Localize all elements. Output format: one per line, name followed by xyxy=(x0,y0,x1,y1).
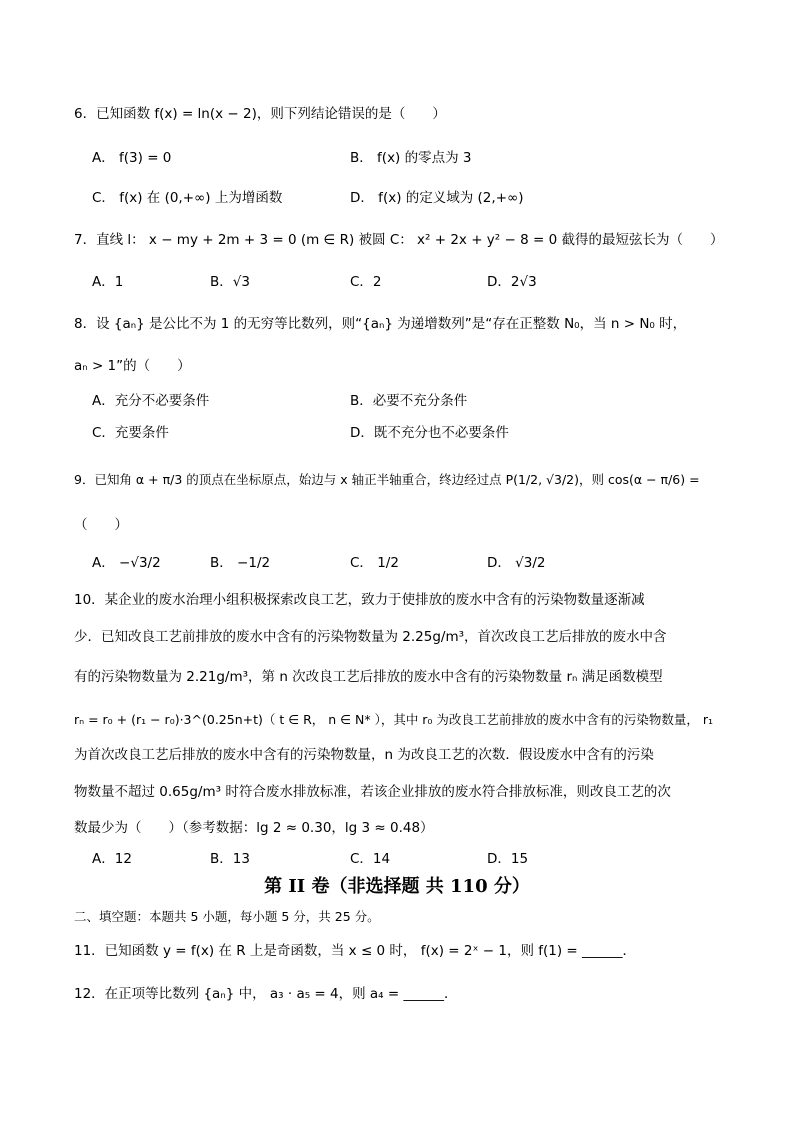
q6-option-a: A． f(3) = 0 xyxy=(92,150,172,166)
q9-option-c: C． 1/2 xyxy=(350,555,399,571)
q10-line7: 数最少为（ ）（参考数据：lg 2 ≈ 0.30，lg 3 ≈ 0.48） xyxy=(74,820,434,836)
q10-line4: rₙ = r₀ + (r₁ − r₀)·3^(0.25n+t)（ t ∈ R， n ∈ N* ），其中 r₀ 为改良工艺前排放的废水中含有的污染物数量， r₁ xyxy=(74,712,714,727)
q8-option-a: A．充分不必要条件 xyxy=(92,393,210,409)
q7-stem: 7．直线 l： x − my + 2m + 3 = 0 (m ∈ R) 被圆 C： x² + 2x + y² − 8 = 0 截得的最短弦长为（ ） xyxy=(74,232,724,248)
q6-option-b: B． f(x) 的零点为 3 xyxy=(350,150,472,166)
q10-line2: 少．已知改良工艺前排放的废水中含有的污染物数量为 2.25g/m³，首次改良工艺后排放的废水中含 xyxy=(74,629,667,645)
q9-option-b: B． −1/2 xyxy=(210,555,271,571)
q9-option-a: A． −√3/2 xyxy=(92,555,161,571)
q6-stem: 6．已知函数 f(x) = ln(x − 2)，则下列结论错误的是（ ） xyxy=(74,106,446,122)
q8-option-c: C．充要条件 xyxy=(92,425,169,441)
q10-line3: 有的污染物数量为 2.21g/m³，第 n 次改良工艺后排放的废水中含有的污染物数量 rₙ 满足函数模型 xyxy=(74,669,663,685)
q12-stem: 12．在正项等比数列 {aₙ} 中， a₃ · a₅ = 4，则 a₄ = ______． xyxy=(74,986,458,1002)
q8-stem-line2: aₙ > 1”的（ ） xyxy=(74,358,191,374)
q6-option-c: C． f(x) 在 (0,+∞) 上为增函数 xyxy=(92,190,283,206)
q9-stem-line2: （ ） xyxy=(74,517,128,533)
q10-line6: 物数量不超过 0.65g/m³ 时符合废水排放标准，若该企业排放的废水符合排放标准，则改良工艺的次 xyxy=(74,784,671,800)
q10-line1: 10．某企业的废水治理小组积极探索改良工艺，致力于使排放的废水中含有的污染物数量逐渐减 xyxy=(74,592,645,608)
q7-option-d: D．2√3 xyxy=(487,274,537,290)
q8-stem-line1: 8．设 {aₙ} 是公比不为 1 的无穷等比数列，则“{aₙ} 为递增数列”是“存在正整数 N₀，当 n > N₀ 时， xyxy=(74,316,687,332)
q8-option-b: B．必要不充分条件 xyxy=(350,393,468,409)
q9-stem-line1: 9．已知角 α + π/3 的顶点在坐标原点，始边与 x 轴正半轴重合，终边经过点 P(1/2, √3/2)，则 cos(α − π/6) = xyxy=(74,472,700,487)
q10-line5: 为首次改良工艺后排放的废水中含有的污染物数量，n 为改良工艺的次数．假设废水中含有的污染 xyxy=(74,747,654,763)
q7-option-b: B．√3 xyxy=(210,274,250,290)
section-heading: 第 II 卷（非选择题 共 110 分） xyxy=(264,876,530,897)
q10-option-d: D．15 xyxy=(487,851,529,867)
q11-stem: 11．已知函数 y = f(x) 在 R 上是奇函数，当 x ≤ 0 时， f(x) = 2ˣ − 1，则 f(1) = ______． xyxy=(74,943,637,959)
q7-option-c: C．2 xyxy=(350,274,382,290)
section-intro: 二、填空题：本题共 5 小题，每小题 5 分，共 25 分。 xyxy=(74,909,380,924)
q10-option-c: C．14 xyxy=(350,851,391,867)
q6-option-d: D． f(x) 的定义域为 (2,+∞) xyxy=(350,190,524,206)
q8-option-d: D．既不充分也不必要条件 xyxy=(350,425,509,441)
q7-option-a: A．1 xyxy=(92,274,124,290)
q10-option-b: B．13 xyxy=(210,851,250,867)
q10-option-a: A．12 xyxy=(92,851,132,867)
q9-option-d: D． √3/2 xyxy=(487,555,546,571)
